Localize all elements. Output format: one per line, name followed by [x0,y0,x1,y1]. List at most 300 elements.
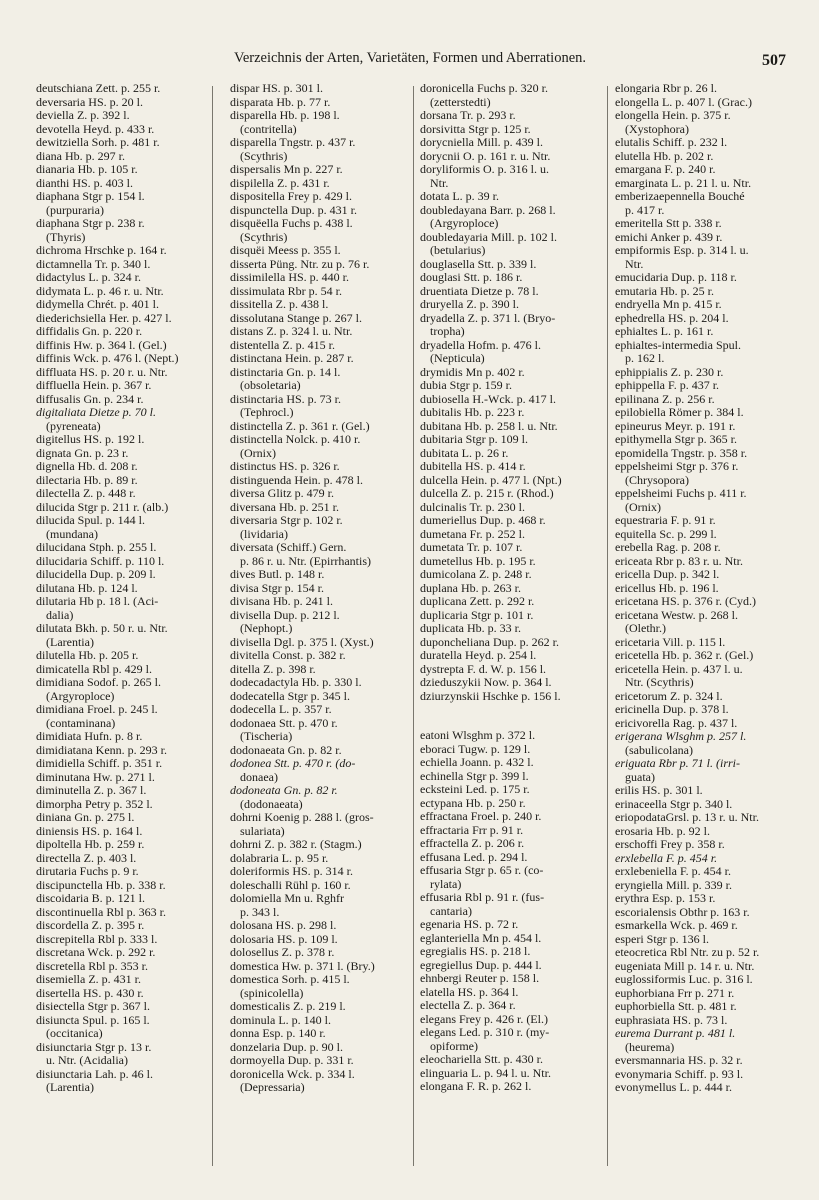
index-entry: eurema Durrant p. 481 l. [615,1027,736,1040]
index-entry: eteocretica Rbl Ntr. zu p. 52 r. [615,946,760,959]
index-entry: distinctella Z. p. 361 r. (Gel.) [230,419,370,433]
index-entry: dissimilella HS. p. 440 r. [230,271,350,284]
index-entry: dissolutana Stange p. 267 l. [230,311,362,325]
index-entry: discretella Rbl p. 353 r. [36,959,148,973]
index-entry: dolomiella Mn u. Rghfr [230,892,344,905]
index-entry: dubia Stgr p. 159 r. [420,379,512,392]
index-entry: eatoni Wlsghm p. 372 l. [420,729,536,742]
index-entry: dilucida Stgr p. 211 r. (alb.) [36,500,169,514]
index-entry: euphorbiana Frr p. 271 r. [615,986,735,1000]
index-entry: discoidaria B. p. 121 l. [36,892,145,905]
index-entry: ephippialis Z. p. 230 r. [615,365,724,379]
index-entry: erilis HS. p. 301 l. [615,784,703,797]
index-entry: diaphana Stgr p. 154 l. [36,190,145,203]
index-entry-continuation: (Nephopt.) [240,622,293,635]
index-entry: discretana Wck. p. 292 r. [36,946,156,959]
index-entry: dubitata L. p. 26 r. [420,446,509,460]
index-entry: disiuncta Spul. p. 165 l. [36,1013,150,1027]
index-entry-continuation: (Olethr.) [625,622,666,635]
index-entry-continuation: (sabulicolana) [625,743,693,757]
index-entry: diffinis Wck. p. 476 l. (Nept.) [36,352,179,365]
index-entry-continuation: guata) [625,770,655,784]
index-entry: dispersalis Mn p. 227 r. [230,163,343,176]
index-entry: dubiosella H.-Wck. p. 417 l. [420,392,556,406]
index-entry: epomidella Tngstr. p. 358 r. [615,446,748,460]
index-entry: dorycniella Mill. p. 439 l. [420,136,543,149]
index-entry: dystrepta F. d. W. p. 156 l. [420,662,547,676]
index-entry: dilutata Bkh. p. 50 r. u. Ntr. [36,622,168,635]
index-entry: dives Butl. p. 148 r. [230,568,325,581]
index-entry: euglossiformis Luc. p. 316 l. [615,973,753,986]
index-entry: eppelsheimi Stgr p. 376 r. [615,460,739,473]
index-entry: elongana F. R. p. 262 l. [420,1080,532,1093]
index-entry: ectypana Hb. p. 250 r. [420,796,526,810]
index-entry-continuation: (Scythris) [240,230,288,244]
index-entry: erebella Rag. p. 208 r. [615,541,721,554]
index-entry: dignella Hb. d. 208 r. [36,460,138,473]
index-entry: dilucidana Stph. p. 255 l. [36,541,157,554]
index-entry-continuation: (zetterstedti) [430,95,491,109]
index-entry-continuation: (Nepticula) [430,352,485,365]
index-entry: disiunctaria Lah. p. 46 l. [36,1067,153,1081]
index-entry: duplicana Zett. p. 292 r. [420,595,535,608]
index-column-4 [615,82,815,1095]
index-entry: disquëi Meess p. 355 l. [230,244,341,257]
index-entry: disiunctaria Stgr p. 13 r. [36,1040,152,1054]
index-entry: disserta Püng. Ntr. zu p. 76 r. [230,257,370,271]
index-entry: effusaria Rbl p. 91 r. (fus- [420,891,545,904]
index-entry-continuation: (mundana) [46,527,98,541]
index-entry: doubledayana Barr. p. 268 l. [420,203,556,217]
index-entry: erinaceella Stgr p. 340 l. [615,797,733,811]
index-entry-continuation: (Tephrocl.) [240,406,294,419]
index-entry: dimorpha Petry p. 352 l. [36,797,153,811]
index-entry: elatella HS. p. 364 l. [420,985,519,999]
index-entry: deversaria HS. p. 20 l. [36,95,143,109]
index-entry: dormoyella Dup. p. 331 r. [230,1054,354,1067]
index-entry: disparella Hb. p. 198 l. [230,109,340,122]
index-entry: ericetana Westw. p. 268 l. [615,608,738,622]
index-entry: disparella Tngstr. p. 437 r. [230,136,356,149]
index-entry: effractaria Frr p. 91 r. [420,823,524,837]
index-entry: douglasella Stt. p. 339 l. [420,257,537,271]
index-entry: dimidiatana Kenn. p. 293 r. [36,743,167,757]
index-entry: emeritella Stt p. 338 r. [615,217,722,230]
index-columns [0,82,819,1192]
index-entry-continuation: (Larentia) [46,635,94,649]
index-entry: dispilella Z. p. 431 r. [230,176,330,190]
index-entry: divisa Stgr p. 154 r. [230,581,325,595]
index-entry: dewitziella Sorh. p. 481 r. [36,136,160,149]
index-entry: diederichsiella Her. p. 427 l. [36,311,172,325]
index-entry: disemiella Z. p. 431 r. [36,973,141,986]
index-entry: diversana Hb. p. 251 r. [230,500,339,514]
index-entry-continuation: (pyreneata) [46,419,101,433]
index-entry-continuation: u. Ntr. (Acidalia) [46,1054,128,1067]
index-entry: egregiellus Dup. p. 444 l. [420,958,542,972]
index-entry-continuation: (Argyroploce) [46,689,115,703]
index-entry: ericivorella Rag. p. 437 l. [615,716,738,730]
index-column-3 [420,82,604,1094]
index-entry: eugeniata Mill p. 14 r. u. Ntr. [615,959,755,973]
index-entry: diversata (Schiff.) Gern. [230,541,347,554]
index-entry: dodecatella Stgr p. 345 l. [230,689,350,703]
index-entry: epilinana Z. p. 256 r. [615,392,715,406]
index-entry: eryngiella Mill. p. 339 r. [615,878,732,892]
index-entry: epilobiella Römer p. 384 l. [615,406,744,419]
index-entry: distinctana Hein. p. 287 r. [230,352,354,365]
index-entry: donna Esp. p. 140 r. [230,1027,326,1040]
index-entry: deutschiana Zett. p. 255 r. [36,82,161,95]
index-entry: dolosana HS. p. 298 l. [230,919,337,932]
index-entry: domestica Sorh. p. 415 l. [230,973,350,986]
index-entry: doubledayaria Mill. p. 102 l. [420,230,557,244]
index-entry: esperi Stgr p. 136 l. [615,932,709,946]
index-entry: ericetella Hein. p. 437 l. u. [615,662,743,676]
index-entry: druentiata Dietze p. 78 l. [420,284,539,298]
index-entry: diffluella Hein. p. 367 r. [36,379,152,392]
index-entry: diminutella Z. p. 367 l. [36,784,147,797]
index-entry: distinguenda Hein. p. 478 l. [230,473,363,487]
index-entry-continuation: (contritella) [240,122,297,136]
index-entry: erxlebella F. p. 454 r. [615,851,718,865]
index-entry: doryliformis O. p. 316 l. u. [420,163,549,176]
index-entry: dumicolana Z. p. 248 r. [420,568,532,581]
index-entry: dodonea Stt. p. 470 r. (do- [230,757,356,770]
index-entry: erythra Esp. p. 153 r. [615,892,716,905]
index-entry: electella Z. p. 364 r. [420,999,516,1012]
index-entry: dumeriellus Dup. p. 468 r. [420,514,546,527]
index-entry: ericetaria Vill. p. 115 l. [615,635,726,649]
index-entry: divisella Dup. p. 212 l. [230,608,340,622]
index-entry: ericella Dup. p. 342 l. [615,568,720,581]
index-entry: eversmannaria HS. p. 32 r. [615,1054,743,1067]
section-gap [420,703,604,716]
index-entry: echinella Stgr p. 399 l. [420,769,529,783]
index-entry: ericeata Rbr p. 83 r. u. Ntr. [615,554,743,568]
index-entry: dichroma Hrschke p. 164 r. [36,244,167,257]
index-entry-continuation: (spinicolella) [240,986,304,1000]
index-entry: ehnbergi Reuter p. 158 l. [420,972,540,985]
index-entry: dilucidella Dup. p. 209 l. [36,568,156,581]
index-entry: dilectella Z. p. 448 r. [36,487,136,500]
index-entry-continuation: (Ornix) [240,446,276,460]
index-entry: elutalis Schiff. p. 232 l. [615,136,728,149]
index-entry: dictamnella Tr. p. 340 l. [36,257,151,271]
index-entry: doronicella Fuchs p. 320 r. [420,82,548,95]
index-entry: divitella Const. p. 382 r. [230,649,346,662]
index-entry: ericetorum Z. p. 324 l. [615,689,723,703]
index-entry: dimidiata Hufn. p. 8 r. [36,730,143,743]
index-entry: ephialtes-intermedia Spul. [615,338,741,352]
index-entry-continuation: (Scythris) [240,149,288,163]
index-entry: dilutaria Hb p. 18 l. (Aci- [36,595,159,608]
index-entry: diana Hb. p. 297 r. [36,149,125,163]
index-entry: effractella Z. p. 206 r. [420,837,525,850]
index-entry-continuation: (Xystophora) [625,122,689,136]
index-entry: dryadella Hofm. p. 476 l. [420,338,541,352]
index-entry: erosaria Hb. p. 92 l. [615,824,710,838]
index-entry: erigerana Wlsghm p. 257 l. [615,730,747,743]
index-entry: dumetana Fr. p. 252 l. [420,527,525,541]
index-entry: dilutella Hb. p. 205 r. [36,649,139,662]
index-entry: directella Z. p. 403 l. [36,851,137,865]
index-entry: ephialtes L. p. 161 r. [615,325,714,338]
index-entry: dignata Gn. p. 23 r. [36,446,129,460]
index-entry: euphorbiella Stt. p. 481 r. [615,1000,737,1013]
index-entry: ericinella Dup. p. 378 l. [615,703,729,716]
index-entry-continuation: rylata) [430,877,462,891]
index-entry: dominula L. p. 140 l. [230,1013,331,1027]
index-entry: eglanteriella Mn p. 454 l. [420,931,542,945]
index-entry: epithymella Stgr p. 365 r. [615,433,737,446]
index-entry: divisella Dgl. p. 375 l. (Xyst.) [230,635,374,649]
index-entry-continuation: dalia) [46,608,74,622]
index-entry: elinguaria L. p. 94 l. u. Ntr. [420,1066,551,1080]
index-entry-continuation: Ntr. (Scythris) [625,676,694,689]
index-entry: elegans Led. p. 310 r. (my- [420,1026,550,1039]
index-entry: echiella Joann. p. 432 l. [420,756,534,769]
index-entry: distinctaria Gn. p. 14 l. [230,365,341,379]
index-entry: dubitalis Hb. p. 223 r. [420,406,525,419]
index-entry: divisana Hb. p. 241 l. [230,595,333,608]
index-entry: dubitana Hb. p. 258 l. u. Ntr. [420,419,558,433]
index-entry: ericellus Hb. p. 196 l. [615,581,719,595]
index-entry: discontinuella Rbl p. 363 r. [36,905,166,919]
index-entry: duplicata Hb. p. 33 r. [420,622,521,635]
index-entry-continuation: (Larentia) [46,1081,94,1094]
index-entry: dodecadactyla Hb. p. 330 l. [230,676,362,689]
index-entry-continuation: (Chrysopora) [625,473,689,487]
index-entry: dolabraria L. p. 95 r. [230,851,329,865]
index-entry: dilucidaria Schiff. p. 110 l. [36,554,165,568]
index-entry-continuation: (Thyris) [46,230,86,244]
index-entry: dodonaea Stt. p. 470 r. [230,716,338,730]
index-entry: dimidiana Sodof. p. 265 l. [36,676,161,689]
index-entry: dianaria Hb. p. 105 r. [36,163,138,176]
index-entry: esmarkella Wck. p. 469 r. [615,919,738,932]
index-entry: dubitaria Stgr p. 109 l. [420,433,528,446]
index-entry: effusana Led. p. 294 l. [420,850,528,864]
index-entry: distentella Z. p. 415 r. [230,338,335,352]
index-entry: diversaria Stgr p. 102 r. [230,514,343,527]
index-entry: dilectaria Hb. p. 89 r. [36,473,138,487]
index-entry: erschoffi Frey p. 358 r. [615,838,725,851]
index-entry-continuation: (Tischeria) [240,730,293,743]
index-entry-continuation: (lividaria) [240,527,288,541]
index-entry: dubitella HS. p. 414 r. [420,460,526,473]
index-entry: dulcella Z. p. 215 r. (Rhod.) [420,487,554,500]
index-entry: emutaria Hb. p. 25 r. [615,284,714,298]
index-entry: evonymellus L. p. 444 r. [615,1081,732,1094]
index-entry: escorialensis Obthr p. 163 r. [615,905,750,919]
index-entry: emichi Anker p. 439 r. [615,230,723,244]
index-entry-continuation: (Argyroploce) [430,217,499,230]
index-entry: dimidiana Froel. p. 245 l. [36,703,158,716]
index-entry-continuation: (Depressaria) [240,1081,305,1094]
index-entry: dziurzynskii Hschke p. 156 l. [420,689,561,703]
index-entry: dodecella L. p. 357 r. [230,703,332,716]
index-entry: dilutana Hb. p. 124 l. [36,581,138,595]
index-entry: duponcheliana Dup. p. 262 r. [420,635,559,649]
index-entry: erxlebeniella F. p. 454 r. [615,865,732,878]
index-entry: eppelsheimi Fuchs p. 411 r. [615,487,747,500]
index-entry: distinctaria HS. p. 73 r. [230,392,341,406]
index-entry: duplicaria Stgr p. 101 r. [420,608,534,622]
index-entry: drymidis Mn p. 402 r. [420,365,525,379]
index-entry-continuation: (dodonaeata) [240,797,303,811]
index-entry: eboraci Tugw. p. 129 l. [420,742,531,756]
index-entry: epineurus Meyr. p. 191 r. [615,419,736,433]
index-entry: ericetana HS. p. 376 r. (Cyd.) [615,595,756,608]
index-entry: didactylus L. p. 324 r. [36,271,141,284]
index-entry-continuation: (heurema) [625,1040,675,1054]
index-entry: duplana Hb. p. 263 r. [420,581,521,595]
index-entry-continuation: donaea) [240,770,278,784]
index-entry: diniensis HS. p. 164 l. [36,824,143,838]
index-entry: effusaria Stgr p. 65 r. (co- [420,864,544,877]
index-entry: dimidiella Schiff. p. 351 r. [36,757,163,770]
index-entry: douglasi Stt. p. 186 r. [420,271,523,284]
index-entry: dolosellus Z. p. 378 r. [230,946,335,959]
index-entry-continuation: (Ornix) [625,500,661,514]
index-entry: empiformis Esp. p. 314 l. u. [615,244,749,257]
index-entry-continuation: (purpuraria) [46,203,104,217]
index-entry: duratella Heyd. p. 254 l. [420,649,537,662]
index-entry: donzelaria Dup. p. 90 l. [230,1040,343,1054]
index-entry: diaphana Stgr p. 238 r. [36,217,145,230]
index-entry: evonymaria Schiff. p. 93 l. [615,1067,744,1081]
index-entry: equitella Sc. p. 299 l. [615,527,717,541]
index-entry: elongaria Rbr p. 26 l. [615,82,717,95]
index-entry: elutella Hb. p. 202 r. [615,149,714,163]
index-entry-continuation: cantaria) [430,904,472,918]
index-entry: digitellus HS. p. 192 l. [36,433,145,446]
index-entry: dorsana Tr. p. 293 r. [420,109,516,122]
index-entry: doleschalli Rühl p. 160 r. [230,878,351,892]
index-entry: dulcinalis Tr. p. 230 l. [420,500,526,514]
index-entry: dispunctella Dup. p. 431 r. [230,203,357,217]
index-entry: emberizaepennella Bouché [615,190,745,203]
index-entry: ephippella F. p. 437 r. [615,379,720,392]
index-entry: dispositella Frey p. 429 l. [230,190,352,203]
index-entry-continuation: (occitanica) [46,1027,103,1040]
index-entry: diffluata HS. p. 20 r. u. Ntr. [36,365,168,379]
index-entry: dilucida Spul. p. 144 l. [36,514,145,527]
index-entry: doleriformis HS. p. 314 r. [230,865,353,878]
index-entry: dumetellus Hb. p. 195 r. [420,554,536,568]
index-entry-continuation: (contaminana) [46,716,116,730]
index-entry: devotella Heyd. p. 433 r. [36,122,155,136]
index-entry-continuation: tropha) [430,325,465,338]
index-entry: dispar HS. p. 301 l. [230,82,323,95]
index-entry-continuation: (obsoletaria) [240,379,301,392]
index-column-1 [36,82,210,1095]
index-entry: ecksteini Led. p. 175 r. [420,783,530,796]
index-entry: dotata L. p. 39 r. [420,190,499,203]
index-entry: dodoneata Gn. p. 82 r. [230,784,338,797]
index-entry: diniana Gn. p. 275 l. [36,811,135,824]
index-entry: endryella Mn p. 415 r. [615,298,722,311]
index-entry: diffusalis Gn. p. 234 r. [36,392,144,406]
index-entry: dolosaria HS. p. 109 l. [230,932,338,946]
index-entry: ephedrella HS. p. 204 l. [615,311,729,325]
index-entry: dissimulata Rbr p. 54 r. [230,284,342,298]
index-entry: discordella Z. p. 395 r. [36,919,145,932]
index-entry: dodonaeata Gn. p. 82 r. [230,743,342,757]
index-entry: dirutaria Fuchs p. 9 r. [36,865,139,878]
index-entry: eleochariella Stt. p. 430 r. [420,1053,543,1066]
index-entry: dorycnii O. p. 161 r. u. Ntr. [420,149,551,163]
index-entry: distans Z. p. 324 l. u. Ntr. [230,325,353,338]
index-entry-continuation: p. 343 l. [240,905,280,919]
index-entry: emargana F. p. 240 r. [615,163,716,176]
page-number: 507 [762,52,786,69]
index-entry: dorsivitta Stgr p. 125 r. [420,122,531,136]
index-entry: diffinis Hw. p. 364 l. (Gel.) [36,338,167,352]
index-entry-continuation: opiforme) [430,1039,478,1053]
index-entry: elongella Hein. p. 375 r. [615,109,731,122]
index-entry-continuation: p. 417 r. [625,203,665,217]
index-entry: emucidaria Dup. p. 118 r. [615,271,737,284]
index-entry-continuation: sulariata) [240,824,285,838]
index-entry: discipunctella Hb. p. 338 r. [36,878,166,892]
index-entry: dzieduszykii Now. p. 364 l. [420,676,552,689]
index-entry: disertella HS. p. 430 r. [36,986,144,1000]
index-entry: dohrni Z. p. 382 r. (Stagm.) [230,838,362,851]
index-entry: disiectella Stgr p. 367 l. [36,1000,150,1013]
index-entry: elegans Frey p. 426 r. (El.) [420,1012,548,1026]
index-column-2 [230,82,410,1095]
index-entry: equestraria F. p. 91 r. [615,514,716,527]
index-entry: digitaliata Dietze p. 70 l. [36,406,156,419]
index-entry: ditella Z. p. 398 r. [230,662,316,676]
index-entry: diffidalis Gn. p. 220 r. [36,325,143,338]
index-entry: domesticalis Z. p. 219 l. [230,1000,346,1013]
index-entry-continuation: p. 162 l. [625,352,665,365]
index-entry: dimicatella Rbl p. 429 l. [36,662,152,676]
index-entry: dissitella Z. p. 438 l. [230,298,329,311]
index-entry-continuation: p. 86 r. u. Ntr. (Epirrhantis) [240,554,371,568]
index-entry: deviella Z. p. 392 l. [36,109,130,122]
index-entry: diminutana Hw. p. 271 l. [36,770,155,784]
index-entry: eriopodataGrsl. p. 13 r. u. Ntr. [615,811,759,824]
index-entry: emarginata L. p. 21 l. u. Ntr. [615,176,752,190]
index-entry: druryella Z. p. 390 l. [420,298,519,311]
index-entry: distinctella Nolck. p. 410 r. [230,433,361,446]
index-entry: dipoltella Hb. p. 259 r. [36,838,145,851]
section-gap [420,716,604,729]
index-entry: dianthi HS. p. 403 l. [36,176,134,190]
page-title: Verzeichnis der Arten, Varietäten, Formen und Aberrationen. [233,50,587,66]
index-entry-continuation: (betularius) [430,244,486,257]
index-entry: disparata Hb. p. 77 r. [230,95,331,109]
index-entry: disquëella Fuchs p. 438 l. [230,217,353,230]
index-entry: dryadella Z. p. 371 l. (Bryo- [420,311,556,325]
index-entry: egregialis HS. p. 218 l. [420,945,531,958]
index-entry-continuation: Ntr. [625,257,644,271]
index-entry: distinctus HS. p. 326 r. [230,460,340,473]
index-entry: didymata L. p. 46 r. u. Ntr. [36,284,164,298]
index-entry: domestica Hw. p. 371 l. (Bry.) [230,959,375,973]
page-header [30,50,790,72]
index-entry-continuation: Ntr. [430,176,449,190]
index-entry: egenaria HS. p. 72 r. [420,918,519,931]
index-entry: diversa Glitz p. 479 r. [230,487,334,500]
index-entry: eriguata Rbr p. 71 l. (irri- [615,757,740,770]
index-entry: elongella L. p. 407 l. (Grac.) [615,95,752,109]
index-entry: ericetella Hb. p. 362 r. (Gel.) [615,649,754,662]
